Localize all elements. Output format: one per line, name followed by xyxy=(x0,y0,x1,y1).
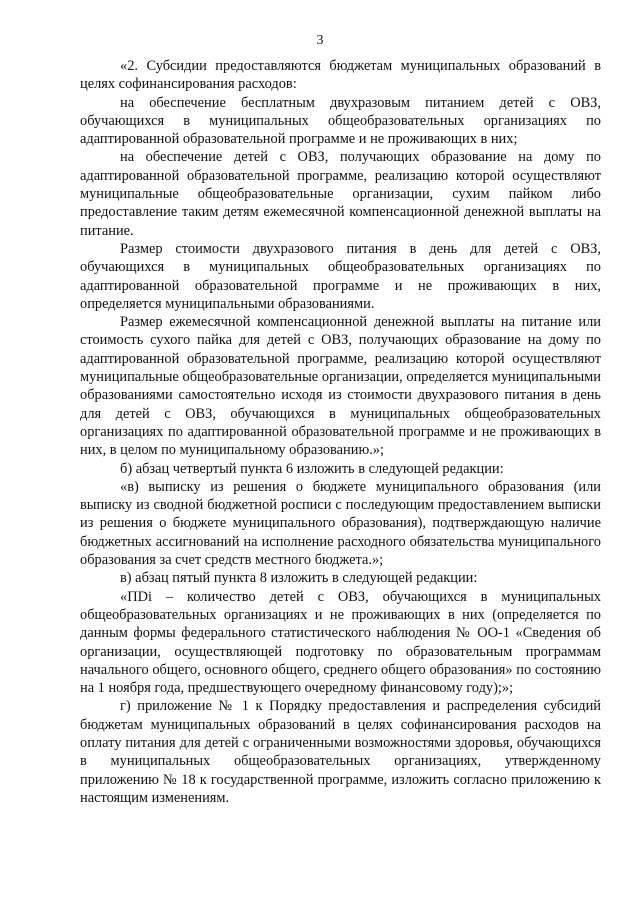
paragraph-2: на обеспечение бесплатным двухразовым питанием детей с ОВЗ, обучающихся в муниципальных общеобразовательных организациях по адаптированной образовательной программе и не проживающих в них; xyxy=(80,94,601,148)
page-number: 3 xyxy=(316,33,324,48)
paragraph-5: Размер ежемесячной компенсационной денежной выплаты на питание или стоимость сухого пайка для детей с ОВЗ, получающих образование на дому по адаптированной образовательной программе, реализацию которой осуществляют муниципальные общеобразовательные организации, определяется муниципальными образованиями самостоятельно исходя из стоимости двухразового питания в день для детей с ОВЗ, обучающихся в муниципальных общеобразовательных организациях по адаптированной образовательной программе и не проживающих в них, в целом по муниципальному образованию.»; xyxy=(80,314,601,459)
document-body xyxy=(80,57,601,807)
paragraph-10: г) приложение № 1 к Порядку предоставления и распределения субсидий бюджетам муниципальных образований в целях софинансирования расходов на оплату питания для детей с ограниченными возможностями здоровья, обучающихся в муниципальных общеобразовательных организациях, утвержденному приложению № 18 к государственной программе, изложить согласно приложению к настоящим изменениям. xyxy=(80,698,601,806)
paragraph-7: «в) выписку из решения о бюджете муниципального образования (или выписку из сводной бюджетной росписи с последующим предоставлением выписки из решения о бюджете муниципального образования), подтверждающую наличие бюджетных ассигнований на исполнение расходного обязательства муниципального образования за счет средств местного бюджета.»; xyxy=(80,478,601,569)
paragraph-6: б) абзац четвертый пункта 6 изложить в следующей редакции: xyxy=(120,460,504,477)
paragraph-3: на обеспечение детей с ОВЗ, получающих образование на дому по адаптированной образовательной программе, реализацию которой осуществляют муниципальные общеобразовательные организации, сухим пайком либо предоставление таким детям ежемесячной компенсационной денежной выплаты на питание. xyxy=(80,149,601,239)
paragraph-8: в) абзац пятый пункта 8 изложить в следующей редакции: xyxy=(120,570,478,587)
paragraph-1: «2. Субсидии предоставляются бюджетам муниципальных образований в целях софинансирования расходов: xyxy=(80,58,601,93)
paragraph-9: «ПDi – количество детей с ОВЗ, обучающихся в муниципальных общеобразовательных организациях и не проживающих в них (определяется по данным формы федерального статистического наблюдения № ОО-1 «Сведения об организации, осуществляющей подготовку по образовательным программам начального общего, основного общего, среднего общего образования» по состоянию на 1 ноября года, предшествующего очередному финансовому году);»; xyxy=(80,588,601,697)
paragraph-4: Размер стоимости двухразового питания в день для детей с ОВЗ, обучающихся в муниципальных общеобразовательных организациях по адаптированной образовательной программе и не проживающих в них, определяется муниципальными образованиями. xyxy=(80,240,601,312)
